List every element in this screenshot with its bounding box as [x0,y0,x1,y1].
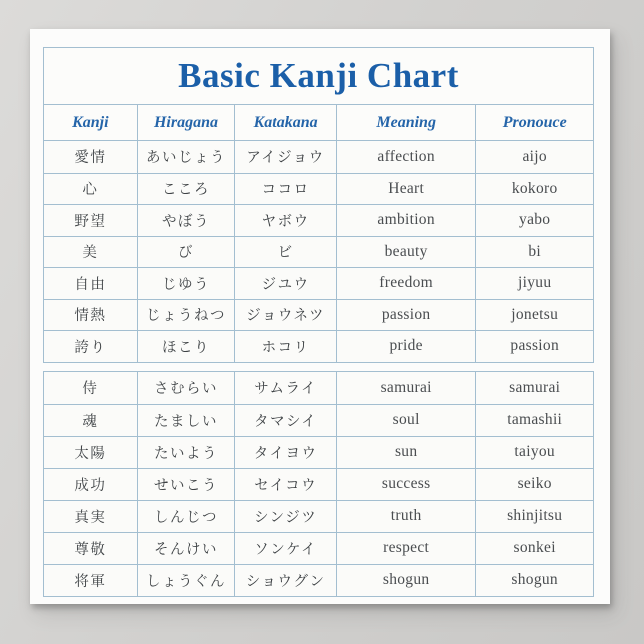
table-row [44,299,593,331]
table-row [44,267,593,299]
cell-katakana: ソンケイ [235,533,337,564]
table-row [44,141,593,173]
cell-kanji: 真実 [44,501,138,532]
cell-kanji: 心 [44,174,138,205]
cell-katakana: ココロ [235,174,337,205]
title-block [43,47,594,104]
cell-pronounce: samurai [509,378,561,396]
cell-pronounce: passion [510,337,559,355]
column-header-pronounce: Pronouce [502,113,567,131]
cell-katakana: ジユウ [235,268,337,299]
cell-kanji: 誇り [44,331,138,362]
poster-title: Basic Kanji Chart [178,56,459,95]
kanji-poster [30,29,610,604]
cell-meaning: ambition [337,205,476,236]
cell-hiragana: しょうぐん [138,565,236,596]
cell-hiragana: あいじょう [138,141,236,173]
cell-hiragana: び [138,237,236,268]
table-header-row [43,104,594,141]
cell-kanji: 自由 [44,268,138,299]
cell-hiragana: せいこう [138,469,236,500]
cell-kanji: 将軍 [44,565,138,596]
cell-hiragana: じゆう [138,268,236,299]
cell-katakana: ジョウネツ [235,300,337,331]
cell-hiragana: こころ [138,174,236,205]
cell-meaning: shogun [337,565,476,596]
cell-pronounce: yabo [519,211,551,229]
table-row [44,173,593,205]
cell-katakana: ショウグン [235,565,337,596]
cell-meaning: Heart [337,174,476,205]
cell-pronounce: sonkei [513,539,556,556]
cell-hiragana: さむらい [138,372,236,404]
cell-pronounce: seiko [517,475,552,492]
cell-kanji: 愛情 [44,141,138,173]
cell-pronounce: kokoro [511,179,558,197]
column-header-katakana: Katakana [235,105,337,140]
table-row [44,500,593,532]
column-header-kanji: Kanji [44,105,138,140]
cell-meaning: sun [337,437,476,468]
table-row [44,204,593,236]
cell-kanji: 野望 [44,205,138,236]
cell-kanji: 侍 [44,372,138,404]
cell-meaning: pride [337,331,476,362]
cell-meaning: truth [337,501,476,532]
cell-kanji: 太陽 [44,437,138,468]
cell-hiragana: じょうねつ [138,300,236,331]
table-row [44,564,593,596]
cell-katakana: セイコウ [235,469,337,500]
column-header-hiragana: Hiragana [138,105,236,140]
table-row [44,404,593,436]
kanji-chart [43,47,594,597]
cell-kanji: 情熱 [44,300,138,331]
cell-katakana: サムライ [235,372,337,404]
cell-meaning: freedom [337,268,476,299]
cell-pronounce: bi [528,242,542,260]
cell-pronounce: taiyou [514,443,555,460]
cell-meaning: affection [337,141,476,173]
cell-hiragana: やぼう [138,205,236,236]
cell-meaning: samurai [337,372,476,404]
cell-hiragana: そんけい [138,533,236,564]
cell-pronounce: shogun [511,571,558,588]
table-row [44,236,593,268]
cell-katakana: シンジツ [235,501,337,532]
table-row [44,330,593,362]
cell-meaning: passion [337,300,476,331]
cell-meaning: beauty [337,237,476,268]
cell-hiragana: たいよう [138,437,236,468]
table-row [44,436,593,468]
cell-kanji: 美 [44,237,138,268]
table-row [44,468,593,500]
cell-meaning: respect [337,533,476,564]
cell-meaning: success [337,469,476,500]
cell-pronounce: jiyuu [518,274,552,292]
cell-kanji: 尊敬 [44,533,138,564]
column-header-meaning: Meaning [337,105,476,140]
cell-hiragana: たましい [138,405,236,436]
table-section-1 [43,141,594,363]
cell-pronounce: shinjitsu [507,507,563,524]
cell-pronounce: jonetsu [511,305,559,323]
cell-katakana: ヤボウ [235,205,337,236]
table-row [44,532,593,564]
cell-katakana: タマシイ [235,405,337,436]
table-row [44,372,593,404]
cell-pronounce: tamashii [507,411,563,428]
cell-katakana: ビ [235,237,337,268]
table-section-2 [43,371,594,597]
cell-kanji: 魂 [44,405,138,436]
cell-pronounce: aijo [522,147,547,165]
cell-hiragana: しんじつ [138,501,236,532]
cell-hiragana: ほこり [138,331,236,362]
cell-kanji: 成功 [44,469,138,500]
cell-katakana: タイヨウ [235,437,337,468]
cell-katakana: アイジョウ [235,141,337,173]
cell-meaning: soul [337,405,476,436]
cell-katakana: ホコリ [235,331,337,362]
